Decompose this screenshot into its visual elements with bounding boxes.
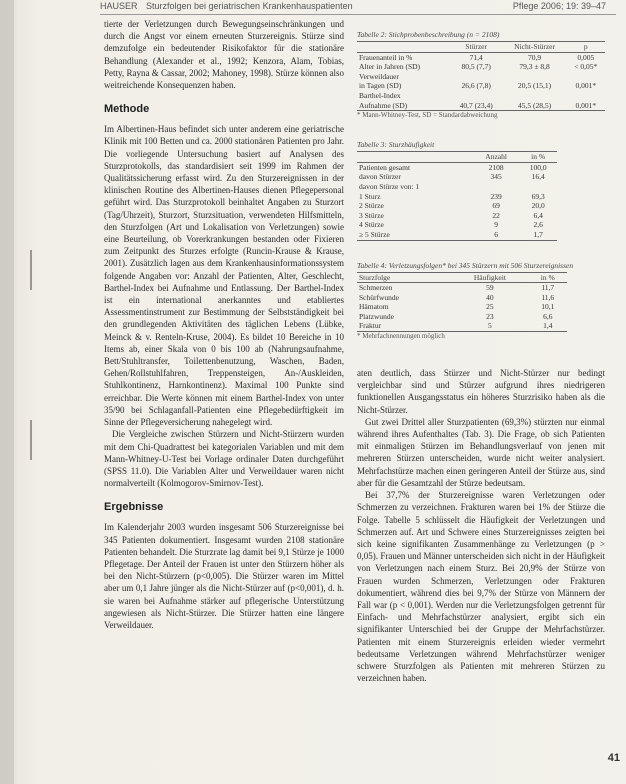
table-cell: Patienten gesamt <box>359 162 411 172</box>
table-cell: 239 <box>490 191 502 201</box>
table2-footnote: * Mann-Whitney-Test, SD = Standardabweichung <box>357 111 498 120</box>
table-cell: 5 <box>487 321 492 331</box>
table-row <box>357 293 567 303</box>
table-cell <box>503 91 567 101</box>
table-cell: Frauenanteil in % <box>359 52 413 62</box>
table-cell <box>473 182 519 192</box>
table-row <box>357 283 567 293</box>
table-cell: < 0,05* <box>574 62 598 72</box>
right-paragraph-1: aten deutlich, dass Stürzer und Nicht-Stürzer nur bedingt vergleichbar sind und Stürzer aufgrund ihres niedrigeren funktionellen Ausgangsstatus ein höheres Sturzrisiko haben als die Nicht-Stürzer. <box>357 368 605 415</box>
table3-caption: Tabelle 3: Sturzhäufigkeit <box>357 140 435 150</box>
table-cell: 11,7 <box>541 283 555 293</box>
table-cell: 40,7 (23,4) <box>459 100 493 110</box>
left-column <box>104 18 344 631</box>
table-cell: 0,005 <box>577 52 595 62</box>
page-gutter <box>0 0 14 784</box>
table-cell: 11,6 <box>541 292 555 302</box>
table-cell: 2 Stürze <box>359 201 384 211</box>
table-cell <box>450 91 503 101</box>
table-cell: 0,001* <box>575 81 597 91</box>
intro-paragraph: tierte der Verletzungen durch Bewegungseinschränkungen und durch die Angst vor einem erneuten Sturzereignis. Stürze sind demzufolge ein bedeutender Risikofaktor für die stationäre Behandlung (Alexander et al., 1992; Kenzora, Alam, Tobias, Petty, Rayna & Cassar, 2002; Mahoney, 1998). Stürze können also weitreichende Konsequenzen haben. <box>104 19 344 91</box>
right-column <box>357 30 605 684</box>
table-row <box>357 220 557 230</box>
table-cell: 23 <box>486 311 494 321</box>
table-row <box>357 230 557 240</box>
table-cell: 71,4 <box>469 52 483 62</box>
table-cell: 4 Stürze <box>359 220 384 230</box>
table-cell: 79,3 ± 8,8 <box>519 62 550 72</box>
table-row <box>357 72 605 82</box>
table-cell: 69 <box>492 201 500 211</box>
table-header-cell: Häufigkeit <box>473 272 506 282</box>
table-cell: 10,1 <box>541 302 555 312</box>
table-row <box>357 211 557 221</box>
table-row <box>357 91 605 101</box>
table-row <box>357 162 557 172</box>
table-cell: 6,4 <box>533 210 543 220</box>
table4-caption: Tabelle 4: Verletzungsfolgen* bei 345 Stürzern mit 506 Sturzereignissen <box>357 260 574 270</box>
table-cell: 80,5 (7,7) <box>461 62 491 72</box>
table-header-cell: Stürzer <box>465 42 487 51</box>
table-cell: 6 <box>494 229 498 239</box>
table-header-cell: Nicht-Stürzer <box>514 42 555 51</box>
right-paragraph-2: Gut zwei Drittel aller Sturzpatienten (69,3%) stürzten nur einmal während ihres Aufenthaltes (Tab. 3). Die Frage, ob sich Patienten mit einmaligen Stürzen im Behandlungsverlauf von jenen mit mehreren Stürzen unterscheiden, wurde nicht weiter analysiert. Mehrfachstürze machen einen geringeren Anteil der Stürze aus, sind aber für die Gesamtzahl der Stürze bedeutsam. <box>357 416 605 488</box>
methode-paragraph-2: Die Vergleiche zwischen Stürzern und Nicht-Stürzern wurden mit dem Chi-Quadrattest bei kategorialen Variablen und mit dem Mann-Whitney-U-Test bei Vorlage ordinaler Daten durchgeführt (SPSS 11.0). Die Variablen Alter und Verweildauer waren nicht normalverteilt (Kolmogorov-Smirnov-Test). <box>104 429 344 489</box>
table-cell: 22 <box>492 210 500 220</box>
gutter-mark <box>30 250 32 290</box>
methode-paragraph-1: Im Albertinen-Haus befindet sich unter anderem eine geriatrische Klinik mit 100 Betten und ca. 2000 stationären Patienten pro Jahr. Die vorliegende Untersuchung basiert auf Analysen des Sturzprotokolls, das standardisiert seit 1999 im Rahmen der Qualitätssicherung erfasst wird. Zu den Sturzereignissen in der klinischen Routine des Albertinen-Hauses dienen Pflegepersonal geführt wird. Das Sturzprotokoll beinhaltet Angaben zu Sturzort (Tag/Uhrzeit), Sturzort, Sturzsituation, verwendeten Hilfsmitteln, den Sturzfolgen (Art und Lokalisation von Verletzungen) sowie eine Beurteilung, ob Vorerkrankungen bestanden oder Fixieren zum Zeitpunkt des Sturzes erfolgte (Runcin-Krause & Krause, 2001). Zusätzlich lagen aus dem Krankenhausinformationssystem folgende Angaben vor: Anzahl der Patienten, Alter, Geschlecht, Barthel-Index bei Aufnahme und Entlassung. Der Barthel-Index ist ein international anerkanntes und etabliertes Assessmentinstrument zur Bestimmung der Selbstständigkeit bei den grundlegenden Aktivitäten des täglichen Lebens (Lübke, Meinck & v. Renteln-Kruse, 2004). Es bildet 10 Bereiche in 10 Items ab, einer Skala von 0 bis 100 ab (Nahrungsaufnahme, Bett/Stuhltransfer, Toilettenbenutzung, Waschen, Baden, Gehen/Rollstuhlfahren, Treppensteigen, An-/Auskleiden, Stuhlkontinenz, Harnkontinenz). Maximal 100 Punkte sind erreichbar. Die Werte können mit einem Barthel-Index von unter 35/90 bei Schlaganfall-Patienten eine Pflegebedürftigkeit im Sinne der Pflegeversicherung nahegelegt wird. <box>104 124 344 428</box>
table2-caption: Tabelle 2: Stichprobenbeschreibung (n = 2108) <box>357 30 500 39</box>
table-cell: 20,5 (15,1) <box>518 81 552 91</box>
table-row <box>357 321 567 331</box>
table-header-row <box>357 42 605 53</box>
table-cell: 25 <box>486 302 494 312</box>
table-cell <box>567 72 605 82</box>
table-cell: 40 <box>486 292 494 302</box>
table-cell: 70,9 <box>528 52 542 62</box>
ergebnisse-paragraph-1: Im Kalenderjahr 2003 wurden insgesamt 506 Sturzereignisse bei 345 Patienten dokumentiert. Insgesamt wurden 2108 stationäre Patienten behandelt. Die Sturzrate lag damit bei 9,1 Stürze je 1000 Pflegetage. Der Anteil der Frauen ist unter den Stürzern höher als bei den Nicht-Stürzern (p<0,005). Die Stürzer waren im Mittel aber um 0,1 Jahre jünger als die Nicht-Stürzer auf (p<0,001), d. h. sie waren bei Aufnahme stärker auf pflegerische Unterstützung angewiesen als Nicht-Stürzer. Die Stürzer hatten eine längere Verweildauer. <box>104 522 344 630</box>
header-journal: Pflege 2006; 19: 39–47 <box>512 1 606 11</box>
table-row <box>357 62 605 72</box>
table-cell: 59 <box>486 283 494 293</box>
table-cell: 345 <box>490 172 502 182</box>
table-header-cell: in % <box>540 272 555 282</box>
table-cell: davon Stürzer <box>359 172 401 182</box>
table-header-cell <box>357 42 450 53</box>
table-cell: davon Stürze von: 1 <box>359 181 420 191</box>
table-cell: 2,6 <box>533 220 543 230</box>
table-cell: Verweildauer <box>359 71 399 81</box>
table-cell: Fraktur <box>359 321 382 331</box>
running-header <box>100 0 616 15</box>
table4-footnote: * Mehrfachnennungen möglich <box>357 332 445 341</box>
table-cell: 1 Sturz <box>359 191 381 201</box>
table-cell: 9 <box>494 220 498 230</box>
table-cell: Schmerzen <box>359 283 393 293</box>
table-4 <box>357 272 567 333</box>
table-row <box>357 101 605 111</box>
table-cell: 16,4 <box>531 172 545 182</box>
table-header-row <box>357 152 557 163</box>
table-cell: 100,0 <box>529 162 547 172</box>
table-row <box>357 172 557 182</box>
table-cell: ≥ 5 Stürze <box>359 229 390 239</box>
table-cell: 2108 <box>488 162 504 172</box>
table-cell: 45,5 (28,5) <box>518 100 552 110</box>
table-cell: 3 Stürze <box>359 210 384 220</box>
table-cell: 6,6 <box>543 311 553 321</box>
methode-heading: Methode <box>104 103 150 116</box>
table-cell: Schürfwunde <box>359 292 399 302</box>
gutter-mark <box>30 420 32 460</box>
table-header-cell: Sturzfolge <box>359 272 391 282</box>
table-header-cell: p <box>583 42 588 51</box>
table-cell <box>567 91 605 101</box>
table-cell: 26,6 (7,8) <box>461 81 491 91</box>
table-cell: Alter in Jahren (SD) <box>359 62 421 72</box>
table-row <box>357 312 567 322</box>
table-row <box>357 192 557 202</box>
table-cell: in Tagen (SD) <box>359 81 402 91</box>
table-cell: Platzwunde <box>359 311 394 321</box>
table-cell <box>450 72 503 82</box>
table-row <box>357 201 557 211</box>
table-cell <box>519 182 557 192</box>
table-row <box>357 302 567 312</box>
table-row <box>357 81 605 91</box>
table-cell: 20,0 <box>531 201 545 211</box>
table-cell: Hämatom <box>359 302 389 312</box>
table-cell: 0,001* <box>575 100 597 110</box>
table-cell <box>503 72 567 82</box>
table-header-cell <box>357 152 473 163</box>
table-3 <box>357 151 557 240</box>
table-cell: Aufnahme (SD) <box>359 100 408 110</box>
right-paragraph-3: Bei 37,7% der Sturzereignisse waren Verletzungen oder Schmerzen zu verzeichnen. Frakturen waren bei 1% der Stürze die Folge. Tabelle 5 schlüsselt die Häufigkeit der Verletzungen und Schmerzen auf. Art und Schwere eines Sturzereignisses zeigten bei sich keine signifikanten Zusammenhänge zu Verletzungen (p > 0,05). Frauen und Männer unterscheiden sich nicht in der Häufigkeit von Verletzungen nach einem Sturz. Bei 20,9% der Stürze von Frauen wurden Schmerzen, Verletzungen oder Frakturen dokumentiert, während dies bei 9,7% der Stürze von Männern der Fall war (p < 0,001). Werden nur die Verletzungsfolgen getrennt für Einfach- und Mehrfachstürzer analysiert, ergibt sich ein signifikanter Unterschied bei der Gruppe der Mehrfachstürzer. Patienten mit einem Sturzereignis erleiden wieder vermehrt bedeutsame Verletzungen während Mehrfachstürzer weniger schwere Sturzfolgen als Patienten mit mehreren Stürzen zu verzeichnen haben. <box>357 490 605 684</box>
table-header-cell: Anzahl <box>485 152 507 162</box>
table-cell: 69,3 <box>531 191 545 201</box>
page-number: 41 <box>607 752 620 764</box>
table-cell: Barthel-Index <box>359 90 401 100</box>
header-author: HAUSER <box>100 1 138 11</box>
table-cell: 1,7 <box>533 229 543 239</box>
table-header-cell: in % <box>531 152 546 162</box>
table-2 <box>357 41 605 111</box>
table-row <box>357 182 557 192</box>
table-cell: 1,4 <box>543 321 553 331</box>
header-title: Sturzfolgen bei geriatrischen Krankenhauspatienten <box>146 1 353 11</box>
table-row <box>357 52 605 62</box>
table-header-row <box>357 272 567 283</box>
ergebnisse-heading: Ergebnisse <box>104 501 164 514</box>
